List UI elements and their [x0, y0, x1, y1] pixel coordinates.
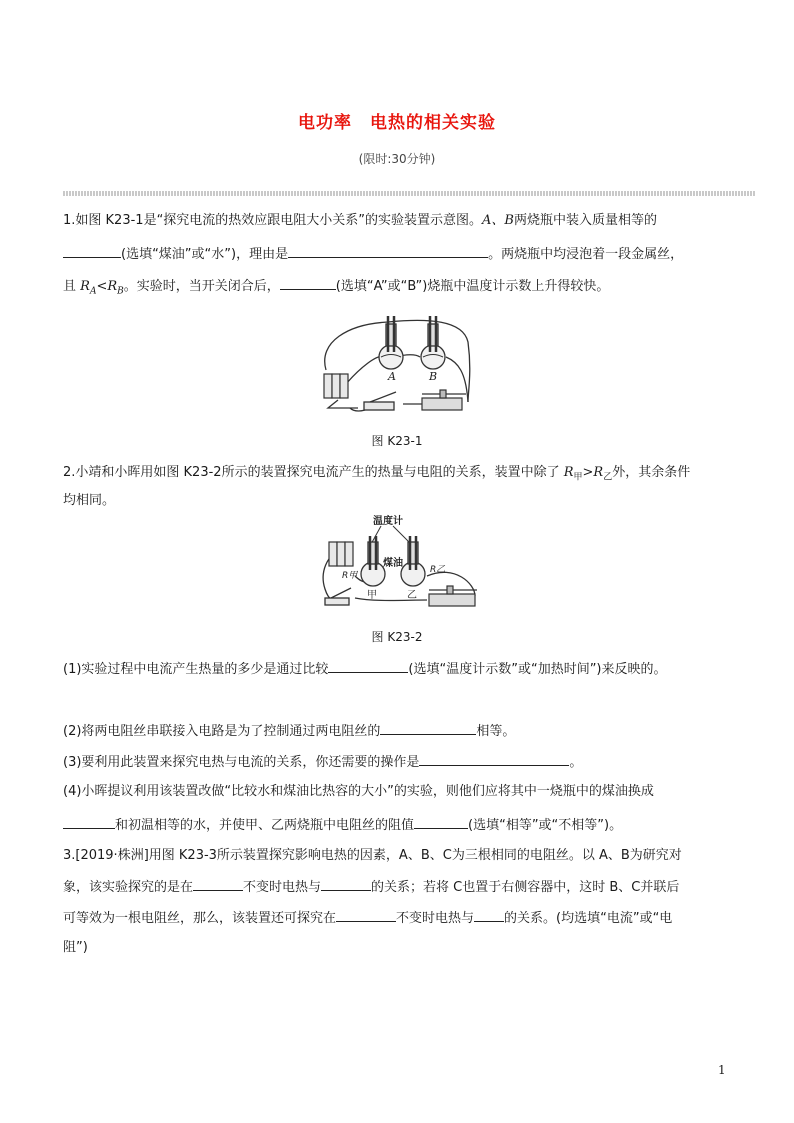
kerosene-label: 煤油 [383, 558, 403, 569]
q3-text: 的关系。(均选填“电流”或“电 [504, 911, 673, 926]
flask-a-label: A [388, 370, 396, 383]
q1-text: 。两烧瓶中均浸泡着一段金属丝， [488, 247, 684, 262]
answer-blank[interactable] [193, 877, 243, 891]
time-limit: (限时:30分钟) [358, 152, 436, 166]
q2-part-4-line-2 [63, 815, 622, 835]
q3-line-3 [63, 908, 672, 928]
q1-vars: A、B [482, 213, 514, 228]
q2-text: (3)要利用此装置来探究电热与电流的关系，你还需要的操作是 [63, 755, 420, 770]
r-yi-label: R乙 [430, 565, 446, 575]
flask-b [421, 316, 445, 369]
q2-text: (选填“相等”或“不相等”)。 [468, 818, 623, 833]
r-jia-label: R甲 [342, 571, 358, 581]
rheostat-icon [422, 390, 466, 410]
figure-caption: 图 K23-1 [371, 434, 423, 448]
battery-icon [324, 374, 348, 398]
jia-label: 甲 [367, 590, 377, 601]
answer-blank[interactable] [474, 908, 504, 922]
flask-a [379, 316, 403, 369]
flask-b-label: B [429, 370, 438, 383]
answer-blank[interactable] [414, 815, 468, 829]
header-divider [63, 191, 755, 196]
q1-line-1 [63, 212, 657, 230]
circuit-wire [328, 400, 358, 408]
q2-line-1 [63, 464, 690, 487]
q3-text: 不变时电热与 [396, 911, 475, 926]
answer-blank[interactable] [63, 815, 115, 829]
q1-text: (选填“A”或“B”)烧瓶中温度计示数上升得较快。 [335, 279, 610, 294]
page-title: 电功率 电热的相关实验 [298, 113, 496, 133]
page-number: 1 [718, 1063, 726, 1077]
figure-caption: 图 K23-2 [371, 630, 423, 644]
q2-text: 相等。 [476, 724, 516, 739]
r-symbol: R [563, 465, 574, 480]
q2-part-3 [63, 752, 582, 772]
r-subscript: 乙 [603, 472, 613, 483]
r-symbol: <R [96, 279, 118, 294]
rheostat-icon [429, 586, 477, 606]
r-subscript: B [117, 286, 124, 297]
answer-blank[interactable] [63, 244, 121, 258]
q1-line-2 [63, 244, 683, 264]
q2-line-2: 均相同。 [63, 493, 116, 508]
q2-text: (1)实验过程中电流产生热量的多少是通过比较 [63, 662, 329, 677]
answer-blank[interactable] [328, 659, 408, 673]
r-subscript: A [89, 286, 97, 297]
q3-line-1: 3.[2019·株洲]用图 K23-3所示装置探究影响电热的因素，A、B、C为三根相同的电阻丝。以 A、B为研究对 [63, 848, 682, 863]
q2-part-2 [63, 721, 515, 741]
q2-text: 2.小靖和小晖用如图 K23-2所示的装置探究电流产生的热量与电阻的关系，装置中除了 [63, 465, 564, 480]
answer-blank[interactable] [280, 276, 336, 290]
thermometer-label: 温度计 [373, 516, 403, 527]
q2-text: (选填“温度计示数”或“加热时间”)来反映的。 [408, 662, 667, 677]
q1-text: (选填“煤油”或“水”)，理由是 [121, 247, 289, 262]
q3-text: 不变时电热与 [243, 880, 322, 895]
q3-text: 的关系；若将 C也置于右侧容器中，这时 B、C并联后 [371, 880, 680, 895]
answer-blank[interactable] [321, 877, 371, 891]
yi-label: 乙 [407, 590, 417, 601]
q1-text: 两烧瓶中装入质量相等的 [514, 213, 658, 228]
answer-blank[interactable] [380, 721, 476, 735]
q2-part-1 [63, 659, 667, 679]
answer-blank[interactable] [336, 908, 396, 922]
battery-icon [329, 542, 353, 566]
flask-jia [361, 536, 385, 586]
q2-text: (2)将两电阻丝串联接入电路是为了控制通过两电阻丝的 [63, 724, 381, 739]
q3-line-4: 阻”) [63, 940, 88, 955]
switch-icon [364, 392, 396, 410]
flask-yi [401, 536, 425, 586]
figure-k23-2 [315, 514, 485, 614]
q3-text: 可等效为一根电阻丝，那么，该装置还可探究在 [63, 911, 337, 926]
r-subscript: 甲 [573, 472, 583, 483]
q2-text: 。 [569, 755, 583, 770]
q3-line-2 [63, 877, 679, 897]
q1-text: 1.如图 K23-1是“探究电流的热效应跟电阻大小关系”的实验装置示意图。 [63, 213, 483, 228]
r-symbol: R [80, 279, 90, 294]
q3-text: 象，该实验探究的是在 [63, 880, 194, 895]
q2-text: 和初温相等的水，并使甲、乙两烧瓶中电阻丝的阻值 [115, 818, 415, 833]
answer-blank[interactable] [419, 752, 569, 766]
q2-part-4-line-1: (4)小晖提议利用该装置改做“比较水和煤油比热容的大小”的实验，则他们应将其中一烧瓶中的煤油换成 [63, 784, 654, 799]
r-symbol: >R [582, 465, 604, 480]
q1-line-3 [63, 276, 609, 301]
answer-blank[interactable] [288, 244, 488, 258]
q2-text: 外，其余条件 [612, 465, 691, 480]
q1-text: 。实验时，当开关闭合后， [123, 279, 280, 294]
figure-k23-1 [318, 312, 478, 420]
q1-text: 且 [63, 279, 81, 294]
